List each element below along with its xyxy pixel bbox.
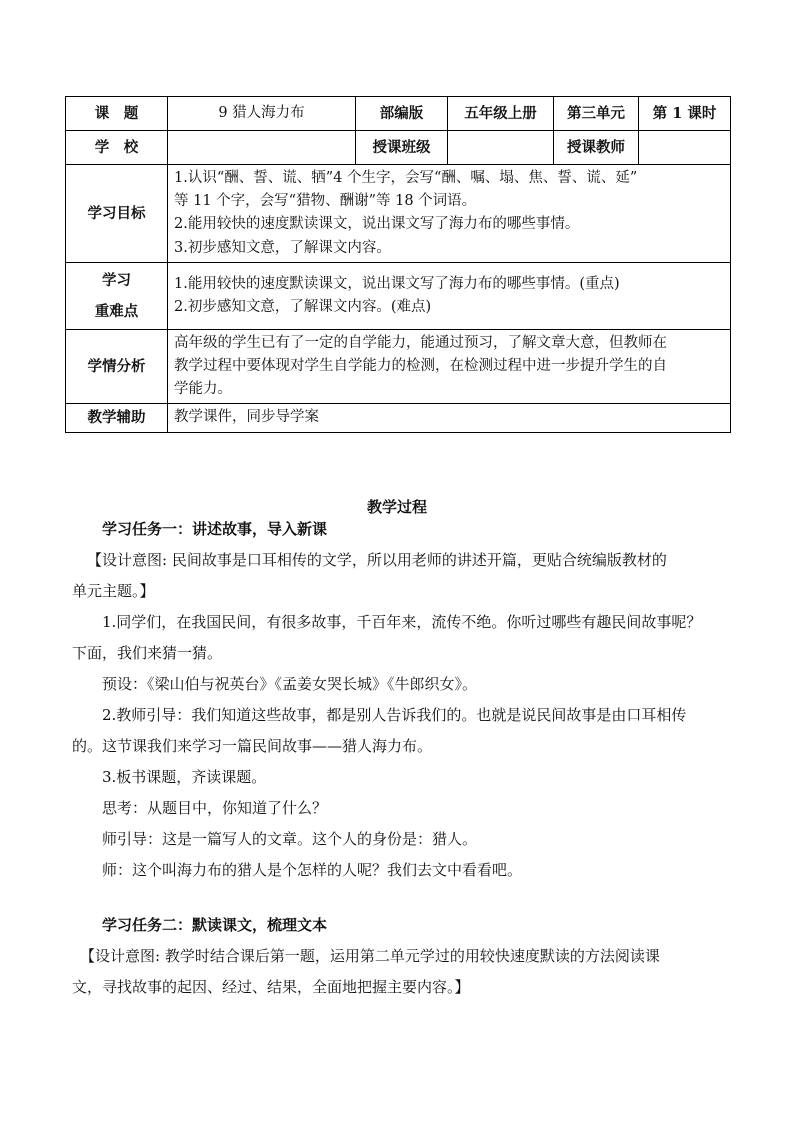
task1-line: 的。这节课我们来学习一篇民间故事——猎人海力布。 <box>72 737 433 755</box>
analysis-line: 高年级的学生已有了一定的自学能力，能通过预习，了解文章大意，但教师在 <box>174 334 667 351</box>
teacher-label: 授课教师 <box>554 131 639 165</box>
key-line: 1.能用较快的速度默读课文，说出课文写了海力布的哪些事情。(重点) <box>174 275 620 292</box>
unit: 第三单元 <box>554 97 639 131</box>
task1-line: 1.同学们，在我国民间，有很多故事，千百年来，流传不绝。你听过哪些有趣民间故事呢？ <box>102 613 702 631</box>
key-label-line2: 重难点 <box>94 302 139 320</box>
analysis-label: 学情分析 <box>66 329 168 404</box>
table-row <box>66 165 731 263</box>
key-line: 2.初步感知文意，了解课文内容。(难点) <box>174 298 432 315</box>
task1-line: 预设：《梁山伯与祝英台》《孟姜女哭长城》《牛郎织女》。 <box>102 675 478 693</box>
goal-line: 2.能用较快的速度默读课文，说出课文写了海力布的哪些事情。 <box>174 216 580 233</box>
goals-cell <box>168 165 731 263</box>
key-difficulty-label <box>66 262 168 329</box>
goal-line: 1.认识“酬、誓、谎、牺”4 个生字，会写“酬、嘱、塌、焦、誓、谎、延” <box>174 170 638 186</box>
goals-label: 学习目标 <box>66 165 168 263</box>
task1-line: 师：这个叫海力布的猎人是个怎样的人呢？我们去文中看看吧。 <box>102 861 523 879</box>
task2-line: 【设计意图: 教学时结合课后第一题，运用第二单元学过的用较快速度默读的方法阅读课 <box>80 947 660 965</box>
table-row <box>66 131 731 165</box>
task2-heading: 学习任务二：默读课文，梳理文本 <box>102 916 328 934</box>
table-row <box>66 262 731 329</box>
task1-line: 思考：从题目中，你知道了什么？ <box>102 799 328 817</box>
topic-label: 课 题 <box>66 97 168 131</box>
school-value <box>168 131 356 165</box>
teacher-value <box>639 131 731 165</box>
task1-section <box>72 514 722 886</box>
school-label: 学 校 <box>66 131 168 165</box>
table-row <box>66 329 731 404</box>
table-row <box>66 404 731 432</box>
class-value <box>448 131 554 165</box>
process-title: 教学过程 <box>366 498 427 516</box>
analysis-cell <box>168 329 731 404</box>
key-cell <box>168 262 731 329</box>
task2-line: 文，寻找故事的起因、经过、结果，全面地把握主要内容。】 <box>72 978 470 996</box>
edition: 部编版 <box>356 97 448 131</box>
aids-label: 教学辅助 <box>66 404 168 432</box>
goal-line: 等 11 个字，会写“猎物、酬谢”等 18 个词语。 <box>174 193 477 210</box>
task1-line: 【设计意图: 民间故事是口耳相传的文学，所以用老师的讲述开篇，更贴合统编版教材的 <box>87 551 667 569</box>
table-row <box>66 97 731 131</box>
task1-heading: 学习任务一：讲述故事，导入新课 <box>102 520 328 538</box>
analysis-line: 教学过程中要体现对学生自学能力的检测，在检测过程中进一步提升学生的自 <box>174 357 667 374</box>
lesson-title: 9 猎人海力布 <box>168 97 356 131</box>
key-label-line1: 学习 <box>102 271 131 289</box>
lesson-info-table <box>65 96 731 433</box>
task1-line: 师引导：这是一篇写人的文章。这个人的身份是：猎人。 <box>102 830 478 848</box>
grade: 五年级上册 <box>448 97 554 131</box>
task1-line: 3.板书课题，齐读课题。 <box>102 768 267 786</box>
task1-line: 下面，我们来猜一猜。 <box>72 644 223 662</box>
task1-line: 单元主题。】 <box>72 582 155 600</box>
period: 第 1 课时 <box>639 97 731 131</box>
class-label: 授课班级 <box>356 131 448 165</box>
analysis-line: 学能力。 <box>174 381 232 398</box>
task1-line: 2.教师引导：我们知道这些故事，都是别人告诉我们的。也就是说民间故事是由口耳相传 <box>102 706 687 724</box>
task2-section <box>72 910 722 1003</box>
goal-line: 3.初步感知文意，了解课文内容。 <box>174 239 391 256</box>
aids-value: 教学课件，同步导学案 <box>168 404 731 432</box>
